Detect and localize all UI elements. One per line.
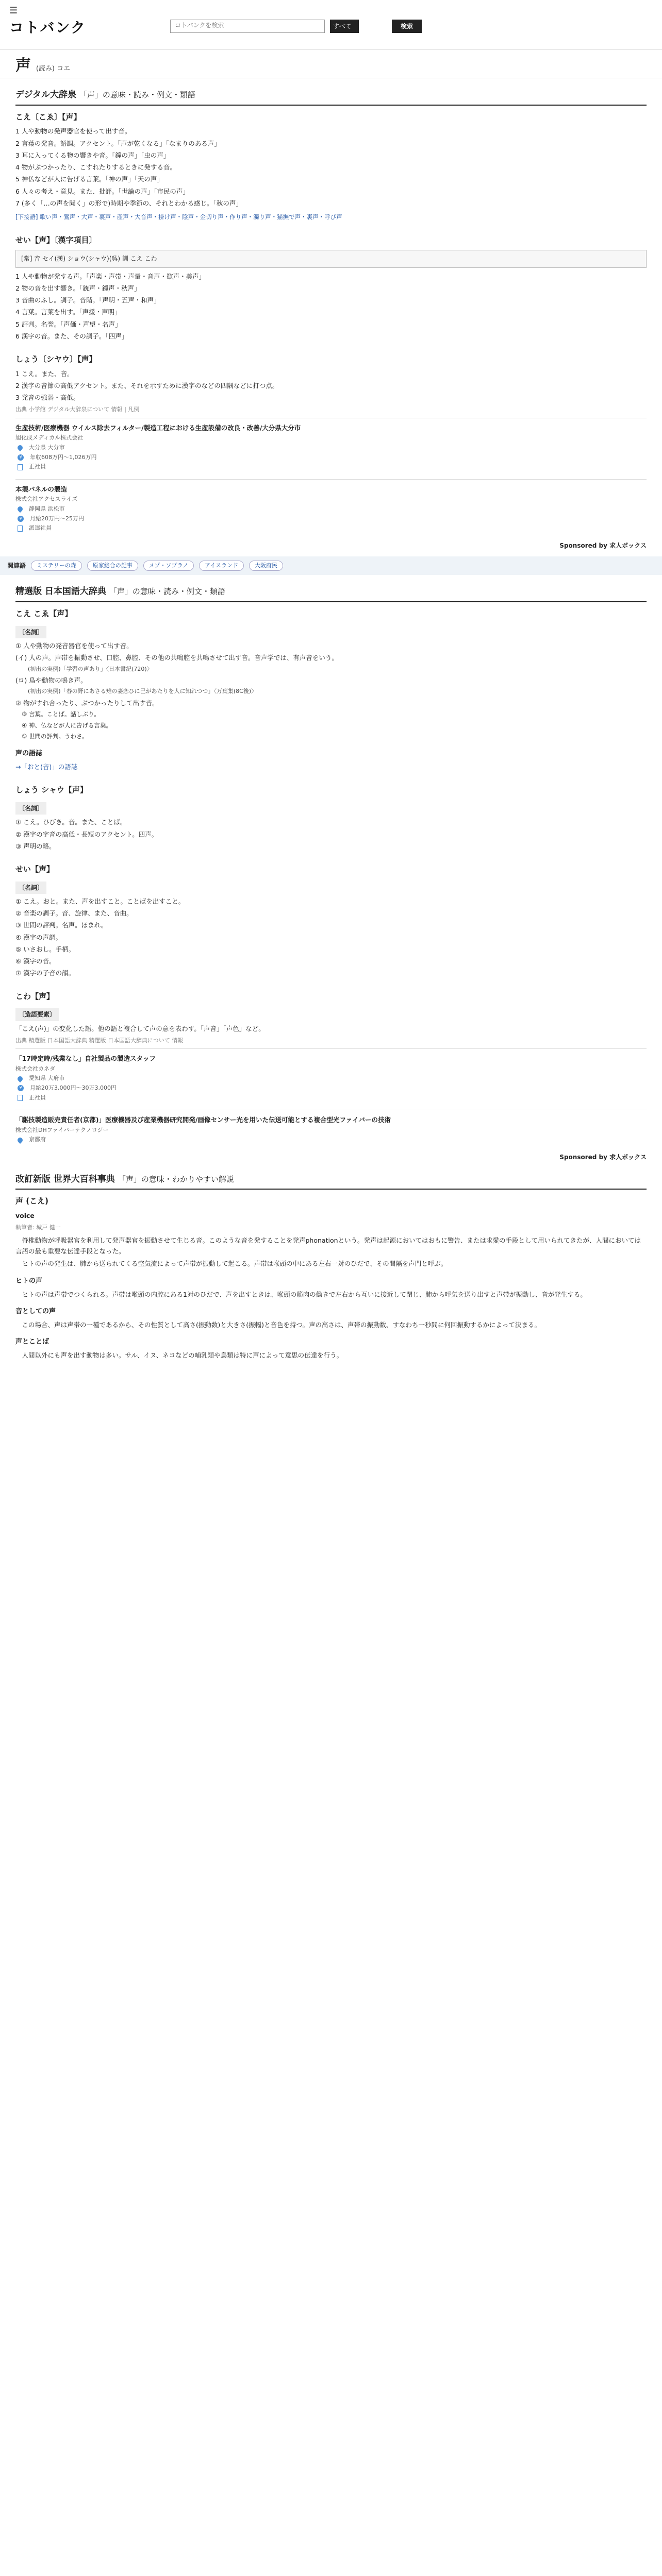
- kokugo-shou-head: しょう シャウ【声】: [15, 785, 88, 795]
- job-ad-salary: 年収608万円〜1,026万円: [30, 453, 97, 461]
- job-ad-salary-row: [15, 1083, 647, 1093]
- note-line: ④ 神、仏などが人に告げる言葉。: [22, 721, 112, 729]
- kokugo-subtitle: 「声」の意味・読み・例文・類語: [109, 587, 225, 597]
- note-line: ③ 言葉。ことば。話しぶり。: [22, 710, 100, 718]
- job-ad-title[interactable]: 本製パネルの製造: [15, 485, 68, 494]
- daijisen-title: デジタル大辞泉: [15, 90, 76, 100]
- def-line: ③ 声明の略。: [15, 842, 56, 850]
- def-line: ② 漢字の字音の高低・長短のアクセント。四声。: [15, 830, 158, 838]
- sponsored-label[interactable]: Sponsored by 求人ボックス: [559, 1154, 647, 1161]
- kokugo-sei-head: せい【声】: [15, 865, 55, 874]
- kokugo-heading: [15, 584, 647, 602]
- job-ad-salary-row: [15, 453, 647, 463]
- def-line: 1 こえ。また、音。: [15, 369, 74, 378]
- heibon-entry-head: 声 (こえ): [15, 1196, 48, 1206]
- yen-icon: ¥: [18, 454, 24, 461]
- quote-line: (初出の実例)「学習の声あり」〈日本書紀(720)〉: [28, 665, 153, 672]
- note-line: ⑤ 世間の評判。うわさ。: [22, 733, 88, 740]
- shou-entry-head: しょう〔シヤウ〕【声】: [15, 354, 97, 364]
- pos-label: 〔名詞〕: [15, 802, 46, 815]
- related-words-bar: [0, 556, 662, 575]
- quote-line: (初出の実例)「春の野にあさる雉の妻恋ひに己があたりを人に知れつつ」〈万葉集(8C後)〉: [28, 688, 257, 695]
- sponsored-label[interactable]: Sponsored by 求人ボックス: [559, 542, 647, 550]
- def-line: 2 物の音を出す響き。「銃声・鐘声・秋声」: [15, 284, 141, 292]
- header: [0, 0, 662, 49]
- def-line: 4 言葉。言葉を出す。「声援・声明」: [15, 308, 121, 316]
- heibon-paragraph: 脊椎動物が呼吸器官を利用して発声器官を振動させて生じる音。このような音を発することを発声phonationという。発声は起源においてはおもに警告、または求愛の手段として用いられてきたが、人間においては言語の最も重要な伝達手段となった。: [15, 1236, 641, 1256]
- job-ad-type-row: [15, 1093, 647, 1103]
- job-ad-salary: 月給20万3,000円〜30万3,000円: [30, 1084, 117, 1092]
- related-chip[interactable]: アイスランド: [199, 561, 244, 571]
- daijisen-heading: [15, 88, 647, 106]
- job-ad-type: 派遣社員: [29, 524, 52, 532]
- document-icon: [18, 464, 23, 470]
- heibon-english: voice: [15, 1211, 35, 1219]
- kokugo-title: 精選版 日本国語大辞典: [15, 586, 106, 597]
- def-line: ① こえ。ひびき。音。また、ことば。: [15, 818, 127, 826]
- related-chip[interactable]: 大阪府民: [249, 561, 283, 571]
- koe-related-links[interactable]: [下接語] 歌い声・鶯声・大声・裏声・産声・大音声・掛け声・陰声・金切り声・作り声・濁り声・猫撫で声・裏声・呼び声: [15, 213, 342, 221]
- source-caption: 出典 小学館 デジタル大辞泉について 情報 | 凡例: [15, 406, 140, 413]
- def-line: ③ 世間の評判。名声。ほまれ。: [15, 921, 108, 929]
- job-ad-type: 正社員: [29, 463, 46, 470]
- heibon-paragraph: 人間以外にも声を出す動物は多い。サル、イヌ、ネコなどの哺乳類や鳥類は特に声によって意思の伝達を行う。: [22, 1351, 343, 1360]
- job-ad-location: 愛知県 大府市: [29, 1075, 65, 1082]
- word-header: [0, 49, 662, 78]
- def-line: ⑦ 漢字の子音の韻。: [15, 969, 75, 977]
- hamburger-icon[interactable]: ☰: [9, 5, 18, 16]
- origin-label: 声の語誌: [15, 750, 43, 758]
- def-line: 6 漢字の音。また、その調子。「四声」: [15, 332, 128, 340]
- def-line: ⑤ いさおし。手柄。: [15, 945, 75, 953]
- def-line: ① 人や動物の発音器官を使って出す音。: [15, 642, 133, 650]
- location-pin-icon: [16, 1137, 24, 1144]
- job-ad-company: 旭化成メディカル株式会社: [15, 434, 84, 442]
- def-line: ② 物がすれ合ったり、ぶつかったりして出す音。: [15, 699, 159, 707]
- job-ad-type: 正社員: [29, 1094, 46, 1101]
- source-caption: 出典 精選版 日本国語大辞典 精選版 日本国語大辞典について 情報: [15, 1037, 184, 1044]
- location-pin-icon: [16, 444, 24, 451]
- job-ad[interactable]: [15, 479, 647, 537]
- job-ad[interactable]: [15, 1048, 647, 1107]
- heibon-subtitle: 「声」の意味・わかりやすい解説: [118, 1174, 234, 1184]
- yen-icon: ¥: [18, 516, 24, 522]
- origin-link[interactable]: →「おと(音)」の語誌: [15, 763, 78, 771]
- sei-entry-head: せい【声】〔漢字項目〕: [15, 235, 97, 245]
- job-ad-location-row: [15, 504, 647, 514]
- location-pin-icon: [16, 505, 24, 513]
- def-line: 1 人や動物が発する声。「声楽・声帯・声量・音声・歓声・美声」: [15, 272, 206, 280]
- job-ad-location-row: [15, 1135, 647, 1145]
- heibon-title: 改訂新版 世界大百科事典: [15, 1174, 115, 1184]
- def-line: 3 耳に入ってくる物の響きや音。「鐘の声」「虫の声」: [15, 151, 170, 159]
- def-line: 1 人や動物の発声器官を使って出す音。: [15, 127, 131, 135]
- document-icon: [18, 1095, 23, 1101]
- kokugo-koe-head: こえ こゑ【声】: [15, 609, 73, 619]
- job-ad[interactable]: [15, 1110, 647, 1149]
- def-line: ② 音楽の調子。音、旋律、また、音曲。: [15, 909, 133, 918]
- kanji-reading-box: [常] 音 セイ(漢) ショウ(シャウ)(呉) 訓 こえ こわ: [15, 250, 647, 267]
- def-line: 5 神仏などが人に告げる言葉。「神の声」「天の声」: [15, 175, 163, 183]
- kokugo-kowa-head: こわ【声】: [15, 991, 55, 1001]
- def-line: 「こえ(声)」の変化した語。他の語と複合して声の意を表わす。「声音」「声色」など。: [15, 1024, 265, 1032]
- job-ad-location: 静岡県 浜松市: [29, 505, 65, 513]
- location-pin-icon: [16, 1075, 24, 1082]
- heibon-author: 執筆者: 城戸 健一: [15, 1224, 61, 1231]
- heibon-subheading: 声とことば: [15, 1338, 49, 1346]
- job-ad-type-row: [15, 462, 647, 472]
- related-chip[interactable]: 原家総合の記事: [87, 561, 138, 571]
- job-ad-title[interactable]: 「17時定時/残業なし」自社製品の製造スタッフ: [15, 1055, 156, 1063]
- def-line: ① こえ。おと。また、声を出すこと。ことばを出すこと。: [15, 897, 185, 905]
- job-ad-company: 株式会社アクセスライズ: [15, 496, 78, 503]
- def-line: 4 物がぶつかったり、こすれたりするときに発する音。: [15, 163, 176, 172]
- koe-entry-head: こえ〔こゑ〕【声】: [15, 112, 81, 122]
- word-reading: (読み) コエ: [36, 65, 71, 73]
- def-line: 7 (多く「…の声を聞く」の形で)時期や季節の、それとわかる感じ。「秋の声」: [15, 199, 242, 207]
- def-line: 6 人々の考え・意見。また、批評。「世論の声」「市民の声」: [15, 187, 189, 195]
- pos-label: 〔名詞〕: [15, 882, 46, 894]
- related-chip[interactable]: ミステリーの森: [31, 561, 82, 571]
- job-ad-title[interactable]: 「駆技製造販売責任者(京都)」医療機器及び産業機器研究開発/画像センサー光を用いた伝送可能とする複合型光ファイバーの技術: [15, 1116, 391, 1124]
- heibon-paragraph: ヒトの声の発生は、肺から送られてくる空気流によって声帯が振動して起こる。声帯は喉頭の中にある左右一対のひだで、その間隔を声門と呼ぶ。: [22, 1260, 448, 1268]
- heibon-subheading: ヒトの声: [15, 1277, 43, 1285]
- job-ad-location-row: [15, 1074, 647, 1083]
- job-ad-company: 株式会社カネダ: [15, 1065, 55, 1072]
- heibon-paragraph: ヒトの声は声帯でつくられる。声帯は喉頭の内腔にある1対のひだで、声を出すときは、喉頭の筋肉の働きで左右から互いに接近して閉じ、肺から呼気を送り出すと声帯が振動し、音が発生する。: [22, 1290, 587, 1298]
- search-input[interactable]: コトバンクを検索: [170, 20, 325, 33]
- def-line: ⑥ 漢字の音。: [15, 957, 56, 965]
- site-logo[interactable]: コトバンク: [9, 19, 86, 36]
- heibon-subheading: 音としての声: [15, 1307, 56, 1315]
- search-button[interactable]: 検索: [392, 20, 422, 33]
- job-ad-company: 株式会社DHファイバーテクノロジー: [15, 1126, 109, 1133]
- job-ad-type-row: [15, 523, 647, 533]
- search-scope-select[interactable]: [330, 20, 359, 41]
- yen-icon: ¥: [18, 1085, 24, 1091]
- search-scope-label: すべて: [333, 23, 352, 30]
- def-line: 3 音曲のふし。調子。音階。「声明・五声・和声」: [15, 296, 160, 304]
- def-line: ④ 漢字の声調。: [15, 933, 62, 941]
- def-line: 2 言葉の発音。語調。アクセント。「声が乾くなる」「なまりのある声」: [15, 139, 221, 147]
- chevron-down-icon: ▾: [333, 33, 337, 41]
- pos-label: 〔造語要素〕: [15, 1008, 59, 1021]
- word-title: 声: [15, 57, 31, 75]
- job-ad-location-row: [15, 443, 647, 453]
- job-ad-salary: 月給20万円〜25万円: [30, 515, 84, 522]
- job-ad-salary-row: [15, 514, 647, 524]
- def-line: 2 漢字の音節の高低アクセント。また、それを示すために漢字のなどの四隅などに打つ点。: [15, 381, 279, 389]
- job-ad-location: 京都府: [29, 1136, 46, 1143]
- job-ad-location: 大分県 大分市: [29, 444, 65, 451]
- pos-label: 〔名詞〕: [15, 626, 46, 638]
- heibon-paragraph: この場合、声は声帯の一種であるから、その性質として高さ(振動数)と大きさ(振幅)と音色を持つ。声の高さは、声帯の振動数、すなわち一秒間に何回振動するかによって決まる。: [22, 1321, 541, 1329]
- related-chip[interactable]: メゾ・ソプラノ: [143, 561, 194, 571]
- def-line: 5 評判。名誉。「声価・声望・名声」: [15, 320, 122, 328]
- heibon-heading: [15, 1172, 647, 1190]
- document-icon: [18, 526, 23, 532]
- daijisen-subtitle: 「声」の意味・読み・例文・類語: [79, 90, 195, 99]
- job-ad[interactable]: [15, 418, 647, 476]
- def-line: (イ) 人の声。声帯を振動させ、口腔、鼻腔、その他の共鳴腔を共鳴させて出す音。音声学では、有声音をいう。: [15, 654, 338, 662]
- def-line: 3 発音の強弱・高低。: [15, 394, 80, 402]
- related-label: 関連語: [7, 562, 26, 569]
- job-ad-title[interactable]: 生産技術/医療機器 ウイルス除去フィルター/製造工程における生産設備の改良・改善/大分県大分市: [15, 424, 301, 432]
- def-line: (ロ) 鳥や動物の鳴き声。: [15, 676, 87, 685]
